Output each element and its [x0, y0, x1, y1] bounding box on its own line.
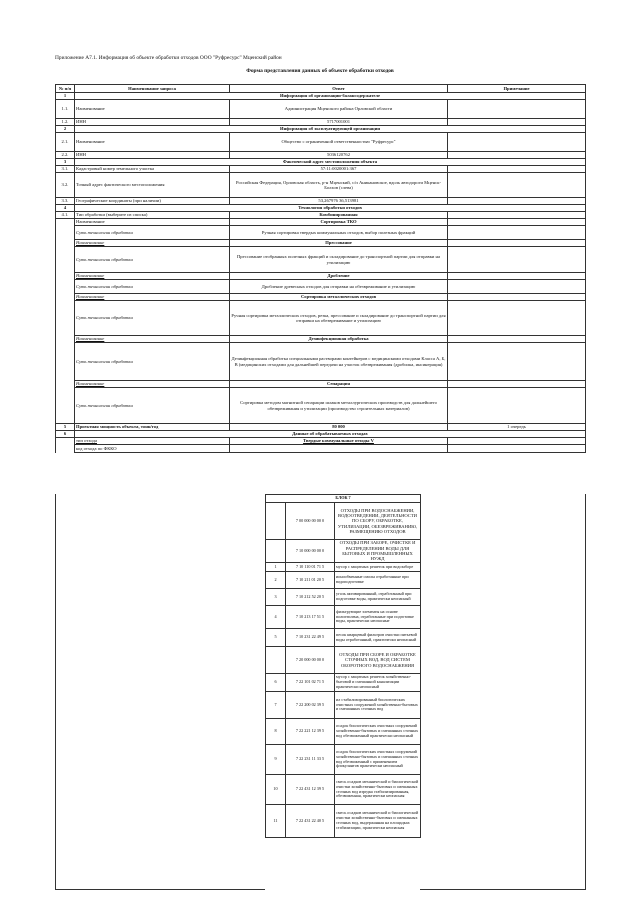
- row-answer: 53,267976 36,513981: [230, 198, 448, 205]
- fkko-row: [266, 647, 421, 674]
- section-row: [56, 205, 586, 212]
- fkko-row: [266, 674, 421, 692]
- table-row: [56, 198, 586, 205]
- tech-name-value: Сепарация: [230, 381, 448, 388]
- row-note: [448, 173, 586, 198]
- section-row: [56, 126, 586, 133]
- row-num: [56, 445, 75, 453]
- row-note: [448, 198, 586, 205]
- row-note: 1 очередь: [448, 424, 586, 431]
- row-name: Точный адрес фактического местоположения: [75, 173, 230, 198]
- fkko-row: [266, 719, 421, 745]
- fkko-num: 9: [266, 745, 286, 775]
- fkko-desc: ОТХОДЫ ПРИ ЗАБОРЕ, ОЧИСТКЕ И РАСПРЕДЕЛЕНИИ ВОДЫ ДЛЯ БЫТОВЫХ И ПРОМЫШЛЕННЫХ НУЖД: [335, 540, 421, 563]
- block-header-row: [266, 495, 421, 503]
- tech-name-row: [56, 219, 586, 226]
- row-num: [56, 247, 75, 273]
- section-row: [56, 93, 586, 100]
- table-row: [56, 133, 586, 152]
- row-note: [448, 273, 586, 280]
- fkko-num: 2: [266, 572, 286, 589]
- row-answer: [230, 445, 448, 453]
- table-row: [56, 119, 586, 126]
- tech-name-label: Наименование: [75, 294, 230, 301]
- row-num: 1.2.: [56, 119, 75, 126]
- tech-name-label: Наименование: [75, 240, 230, 247]
- row-num: [56, 336, 75, 343]
- tech-name-label: Наименование: [75, 381, 230, 388]
- row-name: Наименование: [75, 100, 230, 119]
- row-num: 1.1.: [56, 100, 75, 119]
- row-name: Кадастровый номер земельного участка: [75, 166, 230, 173]
- row-answer: 57:11:0020001:367: [230, 166, 448, 173]
- fkko-desc: ил стабилизированный биологических очистных сооружений хозяйственно-бытовых и смешанных сточных вод: [335, 692, 421, 719]
- tech-name-value: Сортировка металлических отходов: [230, 294, 448, 301]
- form-title: Форма представления данных об объекте обработки отходов: [246, 68, 394, 74]
- waste-code-row: [56, 445, 586, 453]
- row-num: 2.2.: [56, 152, 75, 159]
- waste-type-row: [56, 438, 586, 445]
- fkko-num: 4: [266, 606, 286, 629]
- fkko-num: [266, 503, 286, 540]
- row-answer: Российская Федерация, Орловская область, р-н Мценский, с/п Аникановское, вдоль автодороги Мценск-Болхов (слева): [230, 173, 448, 198]
- row-answer: Администрация Мценского района Орловской области: [230, 100, 448, 119]
- fkko-desc: смесь осадков механической и биологической очистки хозяйственно-бытовых и смешанных сточных вод, выдержанная на площадках стабилизации, практически неопасная: [335, 805, 421, 838]
- fkko-row: [266, 775, 421, 805]
- col-num-header: № п/п: [56, 85, 75, 93]
- row-name: Тип обработки (выберите из списка): [75, 212, 230, 219]
- fkko-num: 11: [266, 805, 286, 838]
- row-num: [56, 343, 75, 381]
- section-title: Информация об эксплуатирующей организации: [75, 126, 586, 133]
- fkko-code: 7 10 231 22 49 5: [286, 629, 335, 647]
- section-num: 1: [56, 93, 75, 100]
- row-num: 3.1.: [56, 166, 75, 173]
- row-name: Географические координаты (при наличии): [75, 198, 230, 205]
- fkko-num: [266, 540, 286, 563]
- section-title: Технология обработки отходов: [75, 205, 586, 212]
- row-answer: 5717001001: [230, 119, 448, 126]
- row-num: [56, 438, 75, 445]
- row-answer: 5036120762: [230, 152, 448, 159]
- fkko-code: 7 10 212 52 20 5: [286, 589, 335, 606]
- row-num: 2.1.: [56, 133, 75, 152]
- tech-desc-row: [56, 343, 586, 381]
- fkko-desc: мусор с защитных решеток хозяйственно-бытовой и смешанной канализации практически неопасный: [335, 674, 421, 692]
- fkko-desc: песок кварцевый фильтров очистки питьевой воды отработанный, практически неопасный: [335, 629, 421, 647]
- col-note-header: Примечание: [448, 85, 586, 93]
- section-num: 6: [56, 431, 75, 438]
- row-note: [448, 226, 586, 240]
- fkko-desc: фильтрующие элементы на основе полиэтилена, отработанные при подготовке воды, практически неопасные: [335, 606, 421, 629]
- tech-desc-label: Суть технологии обработки: [75, 247, 230, 273]
- tech-name-row: [56, 273, 586, 280]
- fkko-left-frame: [55, 494, 265, 890]
- tech-desc-value: Ручная сортировка металлических отходов, резка, прессование и складирование до транспортной партии для отправки на обезвреживание и утилизацию: [230, 301, 448, 336]
- row-num: [56, 388, 75, 424]
- col-answer-header: Ответ: [230, 85, 448, 93]
- row-name: Наименование: [75, 133, 230, 152]
- row-note: [448, 166, 586, 173]
- row-num: [56, 226, 75, 240]
- row-num: [56, 280, 75, 294]
- fkko-desc: уголь активированный, отработанный при подготовке воды, практически неопасный: [335, 589, 421, 606]
- tech-desc-label: Суть технологии обработки: [75, 280, 230, 294]
- fkko-row: [266, 503, 421, 540]
- tech-desc-row: [56, 301, 586, 336]
- fkko-row: [266, 540, 421, 563]
- fkko-code: 7 10 213 17 51 5: [286, 606, 335, 629]
- row-num: 4.1.: [56, 212, 75, 219]
- section-row: [56, 159, 586, 166]
- fkko-code: 7 20 000 00 00 0: [286, 647, 335, 674]
- fkko-num: 3: [266, 589, 286, 606]
- fkko-code: 7 22 101 02 71 5: [286, 674, 335, 692]
- table-row: [56, 166, 586, 173]
- col-name-header: Наименование запроса: [75, 85, 230, 93]
- fkko-desc: смесь осадков механической и биологической очистки хозяйственно-бытовых и смешанных сточных вод изредка стабилизированная, обезвоженная, практически неопасная: [335, 775, 421, 805]
- row-note: [448, 388, 586, 424]
- fkko-row: [266, 629, 421, 647]
- table-row: [56, 173, 586, 198]
- row-note: [448, 119, 586, 126]
- fkko-num: 5: [266, 629, 286, 647]
- tech-name-value: Прессование: [230, 240, 448, 247]
- fkko-code: 7 22 221 12 39 5: [286, 719, 335, 745]
- fkko-num: 1: [266, 563, 286, 572]
- row-num: 5: [56, 424, 75, 431]
- tech-desc-row: [56, 280, 586, 294]
- row-note: [448, 280, 586, 294]
- fkko-num: 6: [266, 674, 286, 692]
- tech-name-label: Наименование: [75, 336, 230, 343]
- row-name: Проектная мощность объекта, тонн/год: [75, 424, 230, 431]
- row-num: [56, 273, 75, 280]
- row-note: [448, 438, 586, 445]
- section-title: Фактический адрес местоположения объекта: [75, 159, 586, 166]
- fkko-code: 7 00 000 00 00 0: [286, 503, 335, 540]
- row-note: [448, 301, 586, 336]
- fkko-row: [266, 692, 421, 719]
- tech-desc-row: [56, 388, 586, 424]
- row-name: ИНН: [75, 119, 230, 126]
- main-table: [55, 84, 586, 453]
- fkko-row: [266, 606, 421, 629]
- tech-desc-value: Ручная сортировка твердых коммунальных отходов, выбор полезных фракций: [230, 226, 448, 240]
- row-note: [448, 152, 586, 159]
- row-note: [448, 219, 586, 226]
- fkko-num: 7: [266, 692, 286, 719]
- tech-desc-label: Суть технологии обработки: [75, 388, 230, 424]
- block-label: БЛОК 7: [266, 495, 421, 503]
- section-num: 3: [56, 159, 75, 166]
- fkko-code: 7 22 431 22 40 5: [286, 805, 335, 838]
- fkko-desc: ОТХОДЫ ПРИ ВОДОСНАБЖЕНИИ, ВОДООТВЕДЕНИИ, ДЕЯТЕЛЬНОСТИ ПО СБОРУ, ОБРАБОТКЕ, УТИЛИЗАЦИИ, ОБЕЗВРЕЖИВАНИЮ, РАЗМЕЩЕНИЮ ОТХОДОВ: [335, 503, 421, 540]
- tech-desc-label: Суть технологии обработки: [75, 301, 230, 336]
- tech-name-value: Дезинфекционная обработка: [230, 336, 448, 343]
- fkko-code: 7 22 231 11 33 5: [286, 745, 335, 775]
- table-row: [56, 152, 586, 159]
- row-note: [448, 100, 586, 119]
- fkko-code: 7 22 200 02 39 5: [286, 692, 335, 719]
- row-num: [56, 301, 75, 336]
- tech-name-row: [56, 294, 586, 301]
- fkko-num: 8: [266, 719, 286, 745]
- row-note: [448, 212, 586, 219]
- row-note: [448, 247, 586, 273]
- tech-name-row: [56, 381, 586, 388]
- tech-desc-value: Дезинфекционная обработка специальными растворами контейнеров с медицинскими отходами Класса А, Б, В (медицинских отходами для дальнейшей передачи на участок обезвреживания (дробилка, инсинерация): [230, 343, 448, 381]
- section-title: Информация об организации-балансодержателе: [75, 93, 586, 100]
- section-num: 4: [56, 205, 75, 212]
- fkko-code: 7 10 000 00 00 0: [286, 540, 335, 563]
- row-note: [448, 343, 586, 381]
- fkko-num: [266, 647, 286, 674]
- tech-name-row: [56, 336, 586, 343]
- row-note: [448, 381, 586, 388]
- table-row: [56, 212, 586, 219]
- tech-desc-value: Сортировка методом магнитной сепарации шлаков металлургических производств для дальнейшего обезвреживания и утилизации (производство строительных материалов): [230, 388, 448, 424]
- row-note: [448, 294, 586, 301]
- tech-name-row: [56, 240, 586, 247]
- tech-name-label: Наименование: [75, 273, 230, 280]
- tech-name-value: Сортировка ТКО: [230, 219, 448, 226]
- appendix-caption: Приложение А7.1. Информация об объекте обработки отходов ООО "Руфресурс" Мценский район: [55, 55, 282, 61]
- waste-code-label: код отхода по ФККО: [75, 445, 230, 453]
- fkko-desc: мусор с защитных решеток при водозаборе: [335, 563, 421, 572]
- row-num: [56, 240, 75, 247]
- section-title: Данные об обрабатываемых отходах: [75, 431, 586, 438]
- waste-type-label: тип отхода: [75, 438, 230, 445]
- tech-desc-label: Суть технологии обработки: [75, 343, 230, 381]
- fkko-code: 7 10 211 01 20 5: [286, 572, 335, 589]
- fkko-table: [265, 494, 421, 838]
- row-note: [448, 445, 586, 453]
- fkko-row: [266, 745, 421, 775]
- tech-desc-row: [56, 247, 586, 273]
- tech-desc-row: [56, 226, 586, 240]
- fkko-row: [266, 572, 421, 589]
- fkko-desc: осадок биологических очистных сооружений хозяйственно-бытовых и смешанных сточных вод обезвоженный практически неопасный: [335, 719, 421, 745]
- fkko-code: 7 10 110 01 71 5: [286, 563, 335, 572]
- section-num: 2: [56, 126, 75, 133]
- waste-type-value: Твердые коммунальные отходы V: [230, 438, 448, 445]
- fkko-right-frame: [420, 494, 586, 890]
- row-num: 3.2.: [56, 173, 75, 198]
- row-num: [56, 381, 75, 388]
- tech-desc-value: Прессование отобранных полезных фракций и складирование до транспортной партии для отправки на утилизацию: [230, 247, 448, 273]
- row-answer: Комбинированная: [230, 212, 448, 219]
- table-row: [56, 100, 586, 119]
- row-answer: Общество с ограниченной ответственностью "Руфресурс": [230, 133, 448, 152]
- table-header-row: [56, 85, 586, 93]
- row-note: [448, 240, 586, 247]
- fkko-desc: ОТХОДЫ ПРИ СБОРЕ И ОБРАБОТКЕ СТОЧНЫХ ВОД, ВОД СИСТЕМ ОБОРОТНОГО ВОДОСНАБЖЕНИЯ: [335, 647, 421, 674]
- row-note: [448, 336, 586, 343]
- row-note: [448, 133, 586, 152]
- fkko-desc: ионообменные смолы отработанные при водоподготовке: [335, 572, 421, 589]
- fkko-code: 7 22 431 12 39 5: [286, 775, 335, 805]
- fkko-row: [266, 563, 421, 572]
- row-num: [56, 219, 75, 226]
- row-name: ИНН: [75, 152, 230, 159]
- capacity-row: [56, 424, 586, 431]
- tech-name-value: Дробление: [230, 273, 448, 280]
- tech-name-label: Наименование: [75, 219, 230, 226]
- tech-desc-value: Дробление древесных отходов для отправки на обезвреживание и утилизацию: [230, 280, 448, 294]
- tech-desc-label: Суть технологии обработки: [75, 226, 230, 240]
- row-num: [56, 294, 75, 301]
- fkko-row: [266, 589, 421, 606]
- section-row: [56, 431, 586, 438]
- row-answer: 80 000: [230, 424, 448, 431]
- fkko-desc: осадок биологических очистных сооружений хозяйственно-бытовых и смешанных сточных вод обезвоженный с применением флокулянтов практически неопасный: [335, 745, 421, 775]
- fkko-num: 10: [266, 775, 286, 805]
- fkko-row: [266, 805, 421, 838]
- row-num: 3.3.: [56, 198, 75, 205]
